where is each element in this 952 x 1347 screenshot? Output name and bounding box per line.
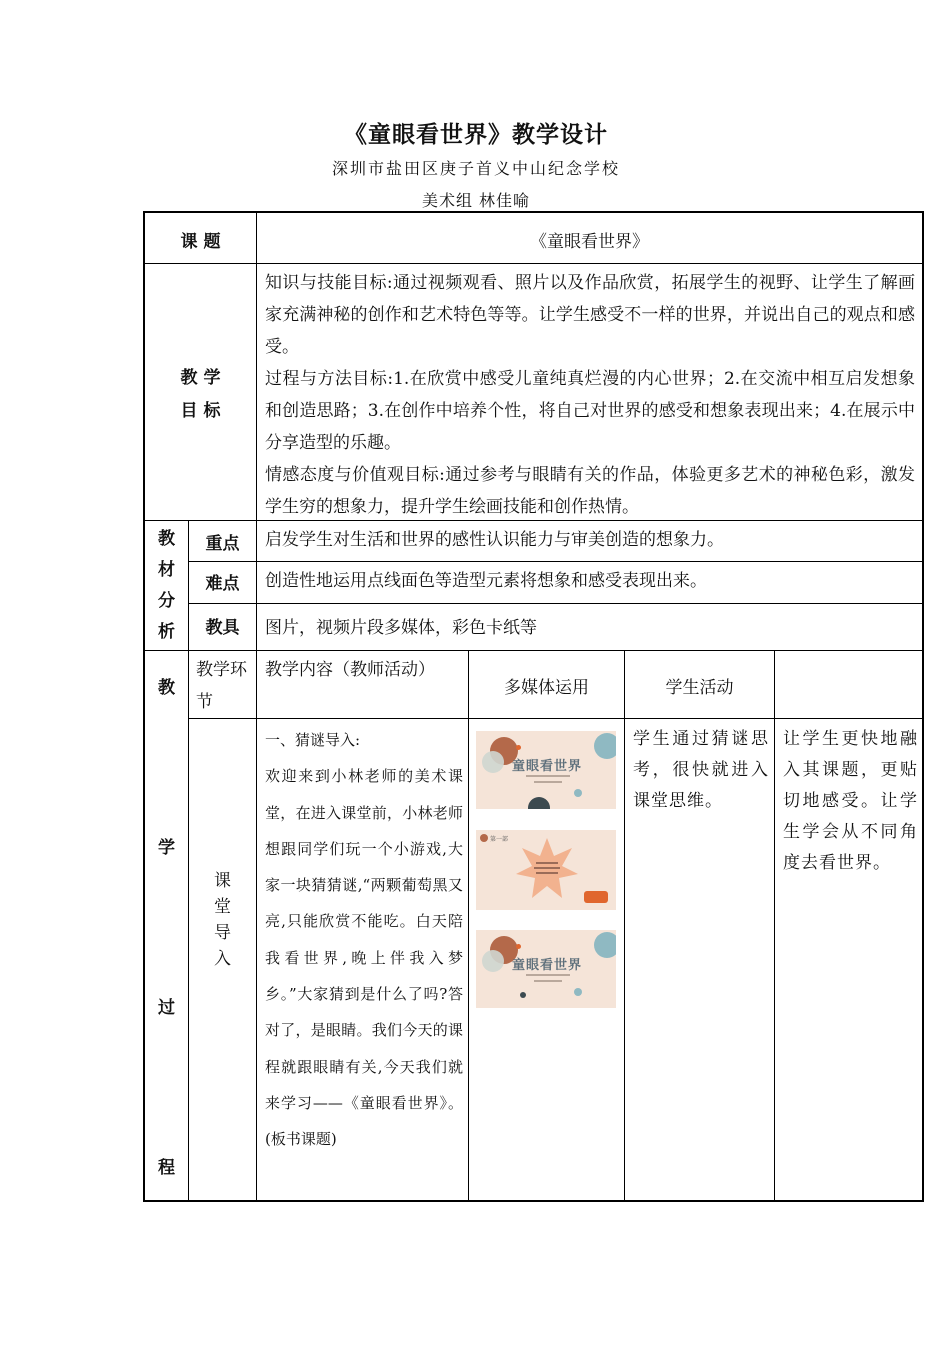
slide-badge: 第一部 bbox=[490, 836, 509, 843]
goals-content bbox=[265, 267, 915, 523]
author-line: 美术组 林佳喻 bbox=[421, 191, 531, 210]
school-name: 深圳市盐田区庚子首义中山纪念学校 bbox=[331, 159, 620, 178]
slide-title: 童眼看世界 bbox=[512, 759, 583, 774]
difficulty-value: 创造性地运用点线面色等造型元素将想象和感受表现出来。 bbox=[265, 571, 707, 591]
key-point-label: 重点 bbox=[205, 534, 240, 554]
stage-intro bbox=[189, 868, 256, 972]
slide-thumbnail bbox=[476, 731, 616, 809]
slide-thumbnail bbox=[476, 830, 616, 910]
teaching-aids-value: 图片，视频片段多媒体，彩色卡纸等 bbox=[265, 618, 537, 638]
analysis-label-char: 分 bbox=[158, 591, 175, 611]
goal-emotion: 情感态度与价值观目标:通过参考与眼睛有关的作品，体验更多艺术的神秘色彩，激发学生穷的想象力，提升学生绘画技能和创作热情。 bbox=[265, 465, 915, 517]
analysis-label-char: 材 bbox=[158, 560, 175, 580]
process-label-char: 过 bbox=[158, 998, 175, 1018]
goal-knowledge: 知识与技能目标:通过视频观看、照片以及作品欣赏，拓展学生的视野、让学生了解画家充满神秘的创作和艺术特色等等。让学生感受不一样的世界，并说出自己的观点和感受。 bbox=[265, 273, 915, 357]
content-intro: 一、猜谜导入: 欢迎来到小林老师的美术课堂，在进入课堂前，小林老师想跟同学们玩一个小游戏,大家一块猜猜谜,“两颗葡萄黑又亮,只能欣赏不能吃。白天陪我看世界,晚上伴我入梦乡。”大家猜到是什么了吗?答对了，是眼睛。我们今天的课程就跟眼睛有关,今天我们就来学习——《童眼看世界》。(板书课题) bbox=[265, 731, 463, 1149]
student-activity-intro: 学生通过猜谜思考，很快就进入课堂思维。 bbox=[633, 729, 769, 811]
goal-process: 过程与方法目标:1.在欣赏中感受儿童纯真烂漫的内心世界；2.在交流中相互启发想象和创造思路；3.在创作中培养个性，将自己对世界的感受和想象表现出来；4.在展示中分享造型的乐趣。 bbox=[265, 369, 915, 453]
analysis-label-char: 教 bbox=[158, 529, 175, 549]
slide-thumbnail bbox=[476, 930, 616, 1008]
topic-label: 课 题 bbox=[180, 232, 221, 252]
difficulty-label: 难点 bbox=[205, 574, 240, 594]
topic-value: 《童眼看世界》 bbox=[530, 232, 649, 252]
stage-char: 导 bbox=[214, 923, 231, 943]
header-student: 学生活动 bbox=[665, 678, 734, 698]
goals-label-line2: 目 标 bbox=[180, 401, 221, 421]
teaching-aids-label: 教具 bbox=[205, 618, 240, 638]
document-title: 《童眼看世界》教学设计 bbox=[344, 121, 608, 148]
header-media: 多媒体运用 bbox=[504, 678, 589, 698]
slide-title: 童眼看世界 bbox=[512, 958, 583, 973]
analysis-label-char: 析 bbox=[158, 622, 175, 642]
stage-char: 课 bbox=[214, 871, 231, 891]
process-label-char: 学 bbox=[158, 838, 175, 858]
process-label-char: 教 bbox=[158, 678, 175, 698]
stage-char: 堂 bbox=[214, 897, 231, 917]
analysis-label bbox=[145, 524, 188, 648]
star-shape-icon bbox=[514, 836, 580, 902]
process-label-char: 程 bbox=[158, 1158, 175, 1178]
goals-label-line1: 教 学 bbox=[180, 368, 221, 388]
header-stage: 教学环节 bbox=[196, 660, 247, 712]
header-content: 教学内容（教师活动） bbox=[265, 660, 435, 680]
design-intent-intro: 让学生更快地融入其课题，更贴切地感受。让学生学会从不同角度去看世界。 bbox=[783, 729, 918, 873]
stage-char: 入 bbox=[214, 949, 231, 969]
key-point-value: 启发学生对生活和世界的感性认识能力与审美创造的想象力。 bbox=[265, 530, 724, 550]
